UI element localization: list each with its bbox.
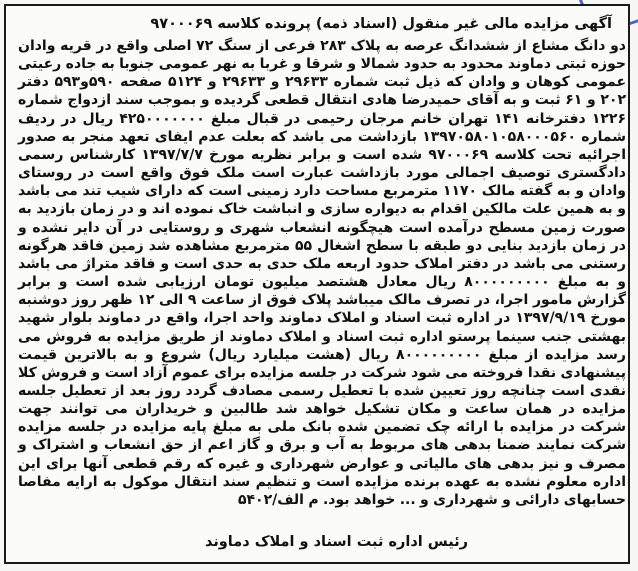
notice-signature: رئیس اداره ثبت اسناد و املاک دماوند xyxy=(204,534,468,550)
notice-title: آگهی مزایده مالی غیر منقول (اسناد ذمه) پرونده کلاسه ۹۷۰۰۰۶۹ xyxy=(150,16,612,32)
notice-frame xyxy=(4,4,630,564)
notice-body: دو دانگ مشاع از ششدانگ عرصه به پلاک ۲۸۳ فرعی از سنگ ۷۲ اصلی واقع در قریه وادان حوزه ثبتی دماوند محدود به حدود شمالا و شرقا و غربا به نهر عمومی جنوبا به جاده رعیتی عمومی کوهان و وادان که ذیل ثبت شماره ۲۹۶۳۳ و ۲۹۶۳۳ و ۵۱۲۴ صفحه ۵۹۰و۵۹۳ دفتر ۲۰۲ و ۶۱ ثبت و به آقای حمیدرضا هادی انتقال قطعی گردیده و بموجب سند ازدواج شماره ۱۲۲۶ دفترخانه ۱۴۱ تهران خانم مرجان رحیمی در قبال مبلغ ۴۲۵۰۰۰۰۰۰۰ ریال در ردیف شماره ۱۳۹۷۰۵۸۰۱۰۵۸۰۰۰۵۶۰ بازداشت می باشد که بعلت عدم ایفای تعهد منجر به صدور اجرائیه تحت کلاسه ۹۷۰۰۰۶۹ شده است و برابر نظریه مورخ ۱۳۹۷/۷/۷ کارشناس رسمی دادگستری توصیف اجمالی مورد بازداشت عبارت است ملک فوق واقع است در روستای وادان و به گفته مالک ۱۱۷۰ مترمربع مساحت دارد زمینی است که دارای شیب تند می باشد و به همین علت مالکین اقدام به دیواره سازی و انباشت خاک نموده اند و در زمان بازدید به صورت زمین مسطح درآمده است هیچگونه انشعاب شهری و روستایی در آن دایر نشده و در زمان بازدید بنایی دو طبقه با سطح اشغال ۵۵ مترمربع مشاهده شد زمین فاقد هرگونه رستنی می باشد در دفتر املاک حدود اربعه ملک حدی به حدی است و فاقد متراژ می باشد و به مبلغ ۸۰۰۰۰۰۰۰۰۰ ریال معادل هشتصد میلیون تومان ارزیابی شده است و برابر گزارش مامور اجرا، در تصرف مالک میباشد پلاک فوق از ساعت ۹ الی ۱۲ ظهر روز دوشنبه مورخ ۱۳۹۷/۹/۱۹ در اداره ثبت اسناد و املاک دماوند واحد اجرا، واقع در دماوند بلوار شهید بهشتی جنب سینما پرستو اداره ثبت اسناد و املاک دماوند از طریق مزایده به فروش می رسد مزایده از مبلغ ۸۰۰۰۰۰۰۰۰۰ ریال (هشت میلیارد ریال) شروع و به بالاترین قیمت پیشنهادی نقدا فروخته می شود شرکت در جلسه مزایده برای عموم آزاد است و فروش کلا نقدی است چنانچه روز تعیین شده با تعطیل رسمی مصادف گردد روز بعد از تعطیل جلسه مزایده در همان ساعت و مکان تشکیل خواهد شد طالبین و خریداران می توانند جهت شرکت در مزایده با ارائه چک تضمین شده بانک ملی به مبلغ پایه مزایده در جلسه مزایده شرکت نمایند ضمنا بدهی های مربوط به آب و برق و گاز اعم از حق انشعاب و اشتراک و مصرف و نیز بدهی های مالیاتی و عوارض شهرداری و غیره که رقم قطعی آنها برای این اداره معلوم نشده به عهده برنده مزایده است و تنظیم سند انتقال موکول به ارایه مفاصا حسابهای دارائی و شهرداری و ... خواهد بود. م الف/۵۴۰۲ xyxy=(18,38,627,508)
